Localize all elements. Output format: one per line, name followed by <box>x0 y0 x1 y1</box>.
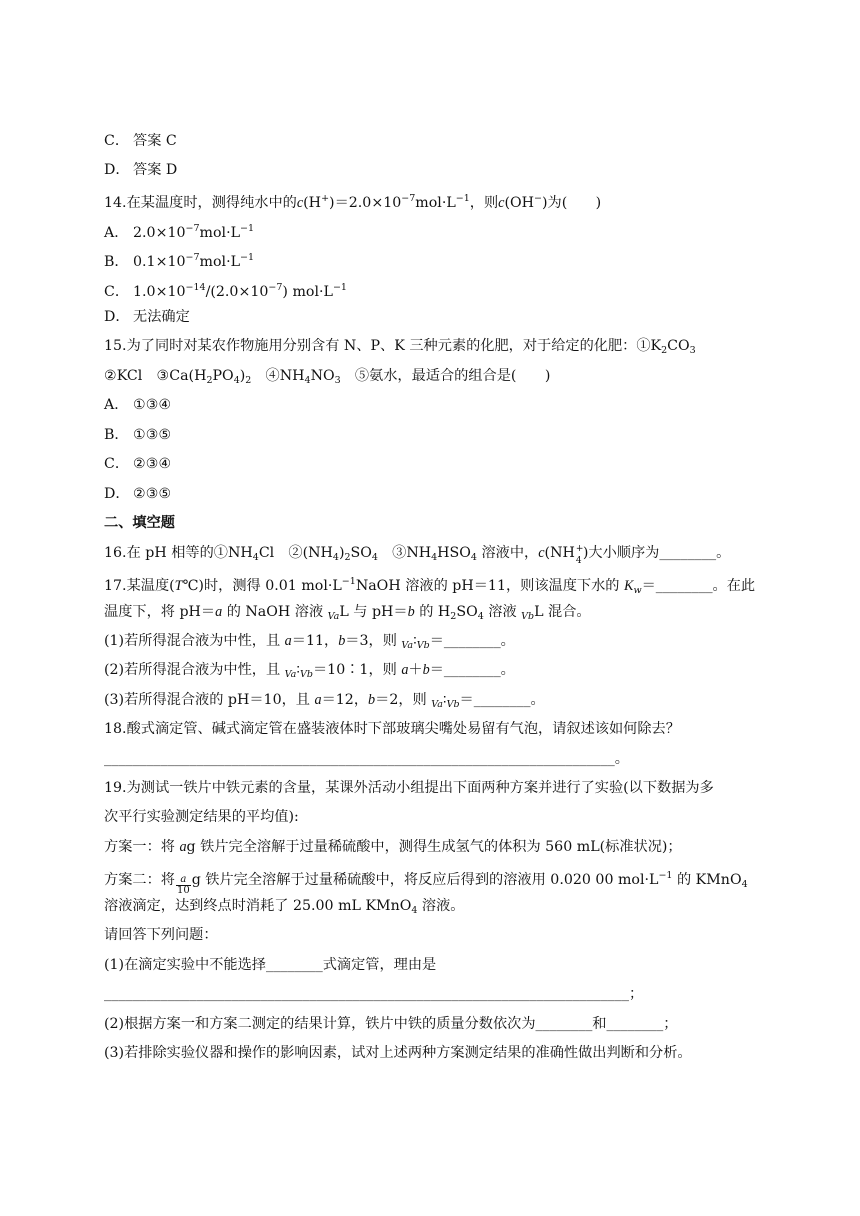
question-15-option-a: A． ①③④ <box>104 397 172 413</box>
question-19-part-1-answer-line: __________________________________________________________________________； <box>104 986 644 1002</box>
question-19-part-2: (2)根据方案一和方案二测定的结果计算，铁片中铁的质量分数依次为________和________； <box>104 1016 678 1032</box>
question-19-part-3: (3)若排除实验仪器和操作的影响因素，试对上述两种方案测定结果的准确性做出判断和分析。 <box>104 1045 692 1061</box>
question-17-stem-line2: 温度下，将 pH＝a 的 NaOH 溶液 $_{Va}$L 与 pH＝b 的 $H_2SO_4$ 溶液 $_{Vb}$L 混合。 <box>104 604 591 622</box>
fraction-a-over-10: $\frac{a}{10}$ <box>176 874 190 896</box>
option-c-line: C． 答案 C <box>104 133 177 149</box>
question-18-stem: 18.酸式滴定管、碱式滴定管在盛装液体时下部玻璃尖嘴处易留有气泡，请叙述该如何除去？ <box>104 721 680 737</box>
question-15-option-d: D． ②③⑤ <box>104 486 172 502</box>
question-14-option-b: B． $0.1\times 10^{-7}mol\cdot L^{-1}$ <box>104 252 255 270</box>
question-19-stem-line2: 次平行实验测定结果的平均值): <box>104 809 299 825</box>
question-18-answer-line: ________________________________________________________________________。 <box>104 751 629 767</box>
question-16: 16.在 pH 相等的$①NH_4Cl$ $②(NH_4)_2SO_4$ $③NH_4HSO_4$ 溶液中，c(NH + 4 )大小顺序为________。 <box>104 544 731 566</box>
question-17-part-1: (1)若所得混合液为中性，且 a＝11，b＝3，则 $_{Va}∶_{Vb}=\_\_\_\_\_\_\_\_$。 <box>104 633 515 651</box>
question-15-stem-line2: ②KCl $③Ca(H_2PO_4)_2$ $④NH_4NO_3$ ⑤氨水，最适合的组合是( ) <box>104 368 551 386</box>
question-17-part-3: (3)若所得混合液的 pH＝10，且 a＝12，b＝2，则 $_{Va}∶_{Vb}=\_\_\_\_\_\_\_\_$。 <box>104 692 545 710</box>
question-15-option-c: C． ②③④ <box>104 456 172 472</box>
question-19-stem-line1: 19.为测试一铁片中铁元素的含量，某课外活动小组提出下面两种方案并进行了实验(以下数据为多 <box>104 780 714 796</box>
question-17-part-2: (2)若所得混合液为中性，且 $_{Va}∶_{Vb}=10∶1$，则 a＋b＝________。 <box>104 662 515 680</box>
question-14-option-d: D． 无法确定 <box>104 309 190 325</box>
question-15-option-b: B． ①③⑤ <box>104 427 172 443</box>
option-d-line: D． 答案 D <box>104 162 178 178</box>
question-19-plan-2-cont: 溶液滴定，达到终点时消耗了 25.00 mL KMnO$_4$ 溶液。 <box>104 898 465 916</box>
question-17-stem-line1: 17.某温度(T℃)时，测得 0.01 $mol\cdot L^{-1}NaOH$ 溶液的 pH＝11，则该温度下水的 $K_w=\_\_\_\_\_\_\_\_$。在此 <box>104 576 756 596</box>
section-heading-fill-in: 二、填空题 <box>104 515 175 531</box>
question-14-option-c: C． $1.0\times 10^{-14}/(2.0\times 10^{-7})$ $mol\cdot L^{-1}$ <box>104 282 347 300</box>
question-14-stem: 14.在某温度时，测得纯水中的$c(H^+)=2.0\times 10^{-7}mol\cdot L^{-1}$，则c(OH−)为( ) <box>104 193 602 211</box>
question-14-option-a: A． $2.0\times 10^{-7}mol\cdot L^{-1}$ <box>104 223 255 241</box>
question-19-plan-1: 方案一：将 ag 铁片完全溶解于过量稀硫酸中，测得生成氢气的体积为 560 mL(标准状况)； <box>104 839 682 855</box>
question-15-stem-line1: 15.为了同时对某农作物施用分别含有 N、P、K 三种元素的化肥，对于给定的化肥：$①K_2CO_3$ <box>104 338 696 356</box>
question-19-prompt: 请回答下列问题： <box>104 927 218 943</box>
question-19-part-1: (1)在滴定实验中不能选择________式滴定管，理由是 <box>104 957 437 973</box>
ammonium-charge-script: + 4 <box>575 544 584 566</box>
question-19-plan-2: 方案二：将 $\frac{a}{10}$ g 铁片完全溶解于过量稀硫酸中，将反应后得到的溶液用 0.020 00 $mol\cdot L^{-1}$ 的 KMnO$_4$ <box>104 870 748 896</box>
